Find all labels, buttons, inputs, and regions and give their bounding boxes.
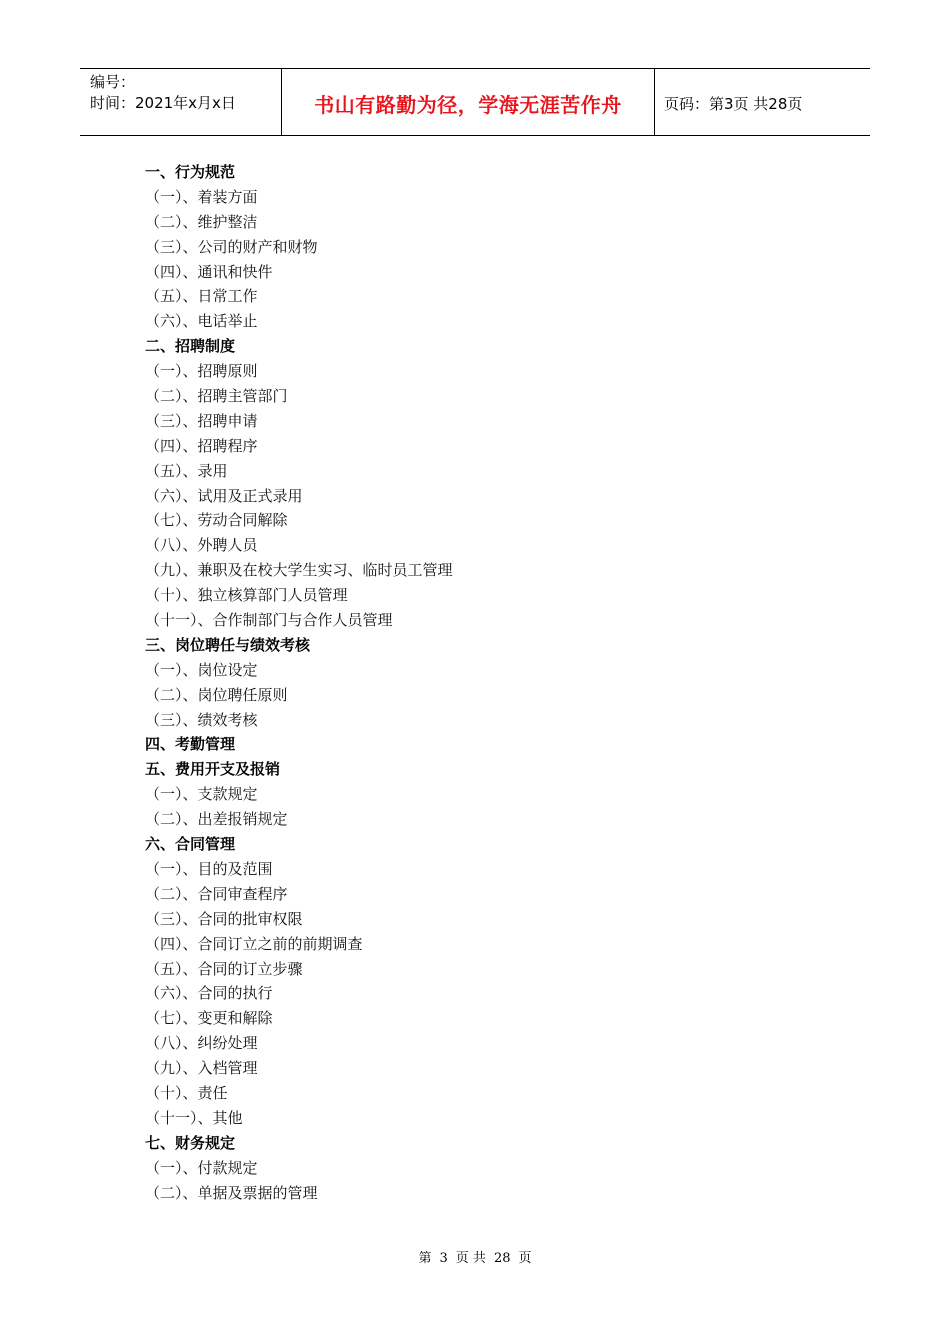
- toc-subsection-item: （十）、独立核算部门人员管理: [145, 586, 348, 605]
- toc-subsection-item: （五）、录用: [145, 461, 228, 480]
- toc-section-title: 一、行为规范: [145, 163, 236, 181]
- header-divider: [654, 69, 655, 135]
- footer-suffix: 页: [518, 1251, 532, 1266]
- footer-mid: 页 共: [455, 1251, 486, 1266]
- toc-subsection-item: （二）、招聘主管部门: [145, 387, 288, 406]
- toc-section-title: 四、考勤管理: [145, 735, 236, 754]
- toc-subsection-item: （十）、责任: [145, 1083, 228, 1102]
- toc-subsection-item: （八）、纠纷处理: [145, 1034, 258, 1053]
- toc-subsection-item: （八）、外聘人员: [145, 536, 258, 555]
- toc-subsection-item: （一）、招聘原则: [145, 362, 258, 381]
- table-of-contents: [145, 160, 845, 1205]
- toc-subsection-item: （一）、付款规定: [145, 1158, 258, 1177]
- toc-subsection-item: （十一）、合作制部门与合作人员管理: [145, 611, 393, 630]
- toc-subsection-item: （一）、目的及范围: [145, 859, 273, 878]
- toc-section-title: 五、费用开支及报销: [145, 760, 281, 779]
- toc-subsection-item: （六）、合同的执行: [145, 984, 273, 1003]
- toc-section-title: 六、合同管理: [145, 835, 236, 854]
- page-header: [80, 68, 870, 136]
- toc-subsection-item: （三）、招聘申请: [145, 411, 258, 430]
- toc-subsection-item: （二）、合同审查程序: [145, 884, 288, 903]
- toc-subsection-item: （二）、单据及票据的管理: [145, 1183, 318, 1202]
- toc-subsection-item: （三）、绩效考核: [145, 710, 258, 729]
- toc-subsection-item: （二）、岗位聘任原则: [145, 685, 288, 704]
- toc-section-title: 七、财务规定: [145, 1133, 236, 1152]
- toc-subsection-item: （一）、岗位设定: [145, 660, 258, 679]
- toc-subsection-item: （四）、招聘程序: [145, 436, 258, 455]
- page-footer: [0, 1247, 950, 1266]
- toc-subsection-item: （七）、劳动合同解除: [145, 511, 288, 530]
- toc-subsection-item: （十一）、其他: [145, 1108, 243, 1127]
- toc-subsection-item: （四）、通讯和快件: [145, 262, 273, 281]
- footer-total-pages: 28: [493, 1251, 511, 1266]
- toc-subsection-item: （三）、合同的批审权限: [145, 909, 303, 928]
- toc-subsection-item: （七）、变更和解除: [145, 1009, 273, 1028]
- toc-subsection-item: （三）、公司的财产和财物: [145, 237, 318, 256]
- toc-subsection-item: （九）、入档管理: [145, 1059, 258, 1078]
- toc-section-title: 三、岗位聘任与绩效考核: [145, 635, 311, 654]
- toc-subsection-item: （二）、出差报销规定: [145, 810, 288, 829]
- toc-section-title: 二、招聘制度: [145, 337, 236, 356]
- toc-subsection-item: （一）、支款规定: [145, 785, 258, 804]
- toc-subsection-item: （五）、日常工作: [145, 287, 258, 306]
- document-time-label: 时间：2021年x月x日: [90, 94, 236, 112]
- header-meta: [90, 72, 236, 114]
- toc-subsection-item: （九）、兼职及在校大学生实习、临时员工管理: [145, 561, 453, 580]
- footer-page-number: 3: [439, 1251, 448, 1266]
- toc-subsection-item: （二）、维护整洁: [145, 212, 258, 231]
- toc-subsection-item: （四）、合同订立之前的前期调查: [145, 934, 363, 953]
- footer-prefix: 第: [418, 1251, 432, 1266]
- toc-subsection-item: （一）、着装方面: [145, 187, 258, 206]
- document-number-label: 编号：: [90, 73, 136, 91]
- toc-subsection-item: （六）、电话举止: [145, 312, 258, 331]
- header-page-info: 页码：第3页 共28页: [664, 95, 803, 113]
- header-motto: 书山有路勤为径，学海无涯苦作舟: [314, 93, 622, 117]
- toc-subsection-item: （六）、试用及正式录用: [145, 486, 303, 505]
- toc-subsection-item: （五）、合同的订立步骤: [145, 959, 303, 978]
